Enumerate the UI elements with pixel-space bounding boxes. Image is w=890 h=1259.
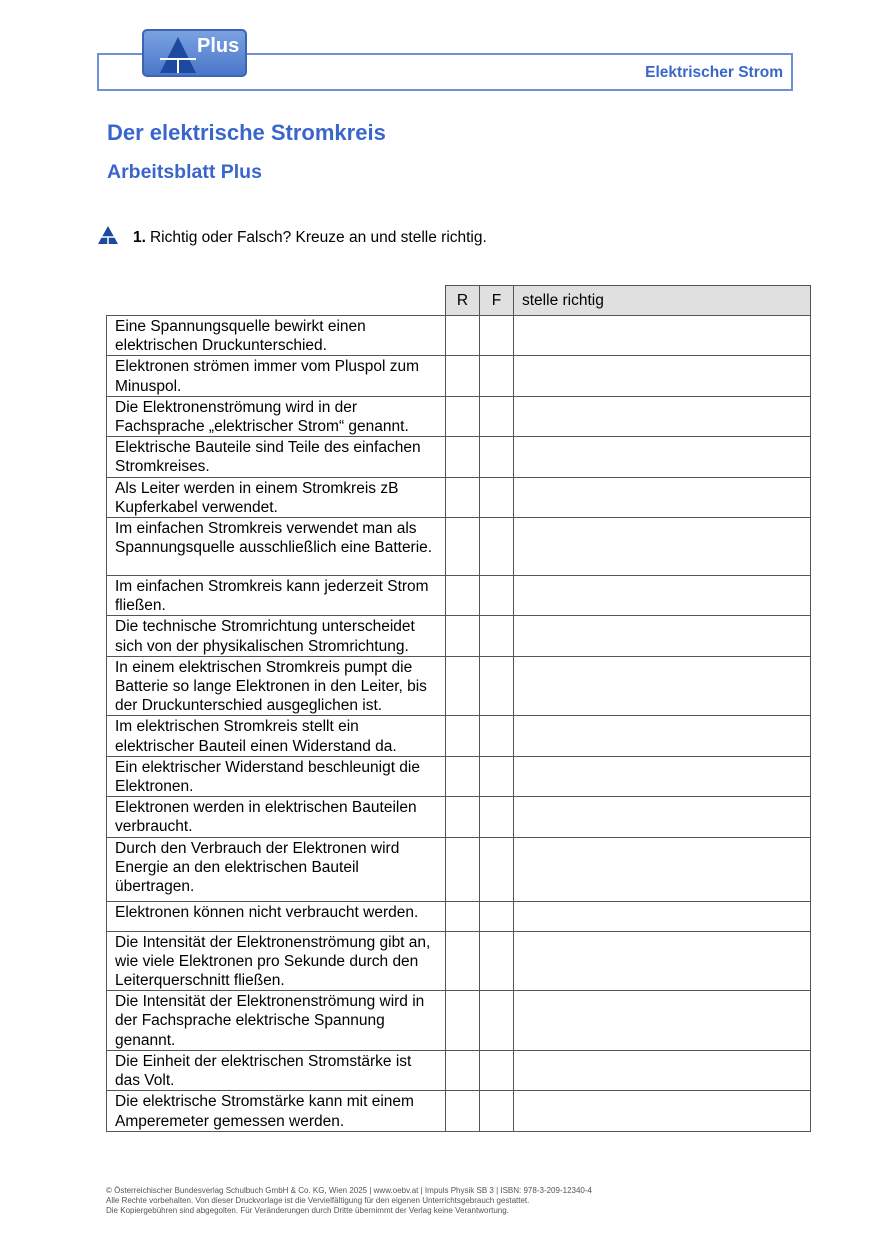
correction-cell[interactable]: [514, 316, 811, 356]
footer-rights: Alle Rechte vorbehalten. Von dieser Druckvorlage ist die Vervielfältigung für den eigenen Unterrichtsgebrauch gestattet.: [106, 1196, 530, 1206]
table-row: [107, 316, 811, 356]
f-checkbox-cell[interactable]: [480, 437, 514, 477]
statement-cell: Ein elektrischer Widerstand beschleunigt die Elektronen.: [107, 756, 446, 796]
correction-cell[interactable]: [514, 756, 811, 796]
table-row: [107, 756, 811, 796]
correction-cell[interactable]: [514, 1091, 811, 1131]
f-checkbox-cell[interactable]: [480, 931, 514, 991]
statement-cell: Im einfachen Stromkreis verwendet man als Spannungsquelle ausschließlich eine Batterie.: [107, 518, 446, 576]
statement-cell: Elektronen können nicht verbraucht werden.: [107, 901, 446, 931]
r-checkbox-cell[interactable]: [446, 396, 480, 436]
correction-cell[interactable]: [514, 396, 811, 436]
table-row: [107, 576, 811, 616]
table-row: [107, 518, 811, 576]
statement-cell: Als Leiter werden in einem Stromkreis zB Kupferkabel verwendet.: [107, 477, 446, 517]
correction-cell[interactable]: [514, 1050, 811, 1090]
statement-cell: Die Einheit der elektrischen Stromstärke ist das Volt.: [107, 1050, 446, 1090]
r-checkbox-cell[interactable]: [446, 656, 480, 716]
correction-cell[interactable]: [514, 437, 811, 477]
f-checkbox-cell[interactable]: [480, 576, 514, 616]
page-subtitle: Arbeitsblatt Plus: [107, 161, 262, 183]
r-checkbox-cell[interactable]: [446, 356, 480, 396]
table-row: [107, 437, 811, 477]
correction-cell[interactable]: [514, 991, 811, 1051]
logo: [142, 29, 247, 77]
correction-cell[interactable]: [514, 797, 811, 837]
r-checkbox-cell[interactable]: [446, 797, 480, 837]
r-checkbox-cell[interactable]: [446, 477, 480, 517]
f-checkbox-cell[interactable]: [480, 716, 514, 756]
r-checkbox-cell[interactable]: [446, 931, 480, 991]
statement-cell: Die Intensität der Elektronenströmung wird in der Fachsprache elektrische Spannung genannt.: [107, 991, 446, 1051]
statement-cell: Im elektrischen Stromkreis stellt ein elektrischer Bauteil einen Widerstand da.: [107, 716, 446, 756]
correction-cell[interactable]: [514, 931, 811, 991]
task-text: Richtig oder Falsch? Kreuze an und stelle richtig.: [149, 229, 487, 246]
correction-cell[interactable]: [514, 837, 811, 901]
section-title: Elektrischer Strom: [645, 64, 783, 81]
table-row: [107, 356, 811, 396]
level-triangle-icon: [98, 226, 118, 244]
header-r: R: [446, 286, 480, 316]
f-checkbox-cell[interactable]: [480, 797, 514, 837]
statement-cell: Die Intensität der Elektronenströmung gibt an, wie viele Elektronen pro Sekunde durch den Leiterquerschnitt fließen.: [107, 931, 446, 991]
table-row: [107, 716, 811, 756]
table-row: [107, 797, 811, 837]
r-checkbox-cell[interactable]: [446, 1050, 480, 1090]
r-checkbox-cell[interactable]: [446, 437, 480, 477]
r-checkbox-cell[interactable]: [446, 518, 480, 576]
f-checkbox-cell[interactable]: [480, 518, 514, 576]
statement-cell: Elektronen werden in elektrischen Bauteilen verbraucht.: [107, 797, 446, 837]
statement-cell: Durch den Verbrauch der Elektronen wird Energie an den elektrischen Bauteil übertragen.: [107, 837, 446, 901]
correction-cell[interactable]: [514, 716, 811, 756]
header-correction: stelle richtig: [514, 286, 811, 316]
statement-cell: Elektronen strömen immer vom Pluspol zum Minuspol.: [107, 356, 446, 396]
correction-cell[interactable]: [514, 518, 811, 576]
correction-cell[interactable]: [514, 576, 811, 616]
statement-cell: Die Elektronenströmung wird in der Fachsprache „elektrischer Strom“ genannt.: [107, 396, 446, 436]
f-checkbox-cell[interactable]: [480, 1091, 514, 1131]
r-checkbox-cell[interactable]: [446, 576, 480, 616]
page-title: Der elektrische Stromkreis: [107, 120, 386, 145]
f-checkbox-cell[interactable]: [480, 1050, 514, 1090]
f-checkbox-cell[interactable]: [480, 477, 514, 517]
table-row: [107, 931, 811, 991]
statement-cell: Im einfachen Stromkreis kann jederzeit Strom fließen.: [107, 576, 446, 616]
correction-cell[interactable]: [514, 616, 811, 656]
r-checkbox-cell[interactable]: [446, 616, 480, 656]
logo-text: Plus: [197, 35, 240, 57]
f-checkbox-cell[interactable]: [480, 396, 514, 436]
triangle-logo-icon: [158, 35, 198, 75]
statement-cell: In einem elektrischen Stromkreis pumpt die Batterie so lange Elektronen in den Leiter, bis der Druckunterschied ausgeglichen ist.: [107, 656, 446, 716]
table-row: [107, 656, 811, 716]
r-checkbox-cell[interactable]: [446, 991, 480, 1051]
table-row: [107, 616, 811, 656]
table-row: [107, 991, 811, 1051]
r-checkbox-cell[interactable]: [446, 901, 480, 931]
table-row: [107, 396, 811, 436]
footer-disclaimer: Die Kopiergebühren sind abgegolten. Für Veränderungen durch Dritte übernimmt der Verlag keine Verantwortung.: [106, 1206, 509, 1216]
footer: [106, 1186, 592, 1217]
statement-cell: Die elektrische Stromstärke kann mit einem Amperemeter gemessen werden.: [107, 1091, 446, 1131]
header-f: F: [480, 286, 514, 316]
task-instruction: [133, 229, 487, 247]
statement-cell: Elektrische Bauteile sind Teile des einfachen Stromkreises.: [107, 437, 446, 477]
correction-cell[interactable]: [514, 477, 811, 517]
r-checkbox-cell[interactable]: [446, 716, 480, 756]
f-checkbox-cell[interactable]: [480, 901, 514, 931]
table-row: [107, 477, 811, 517]
r-checkbox-cell[interactable]: [446, 756, 480, 796]
table-row: [107, 1050, 811, 1090]
table-row: [107, 1091, 811, 1131]
correction-cell[interactable]: [514, 901, 811, 931]
statement-cell: Die technische Stromrichtung unterscheidet sich von der physikalischen Stromrichtung.: [107, 616, 446, 656]
footer-copyright: © Österreichischer Bundesverlag Schulbuch GmbH & Co. KG, Wien 2025 | www.oebv.at | Impuls Physik SB 3 | ISBN: 978-3-209-12340-4: [106, 1186, 592, 1195]
table-row: [107, 837, 811, 901]
table-row: [107, 901, 811, 931]
f-checkbox-cell[interactable]: [480, 837, 514, 901]
f-checkbox-cell[interactable]: [480, 616, 514, 656]
correction-cell[interactable]: [514, 356, 811, 396]
f-checkbox-cell[interactable]: [480, 316, 514, 356]
r-checkbox-cell[interactable]: [446, 316, 480, 356]
r-checkbox-cell[interactable]: [446, 1091, 480, 1131]
f-checkbox-cell[interactable]: [480, 756, 514, 796]
f-checkbox-cell[interactable]: [480, 356, 514, 396]
f-checkbox-cell[interactable]: [480, 991, 514, 1051]
r-checkbox-cell[interactable]: [446, 837, 480, 901]
f-checkbox-cell[interactable]: [480, 656, 514, 716]
true-false-table: [106, 285, 811, 1132]
correction-cell[interactable]: [514, 656, 811, 716]
header-blank-cell: [107, 286, 446, 316]
task-number: 1.: [133, 229, 146, 246]
statement-cell: Eine Spannungsquelle bewirkt einen elektrischen Druckunterschied.: [107, 316, 446, 356]
